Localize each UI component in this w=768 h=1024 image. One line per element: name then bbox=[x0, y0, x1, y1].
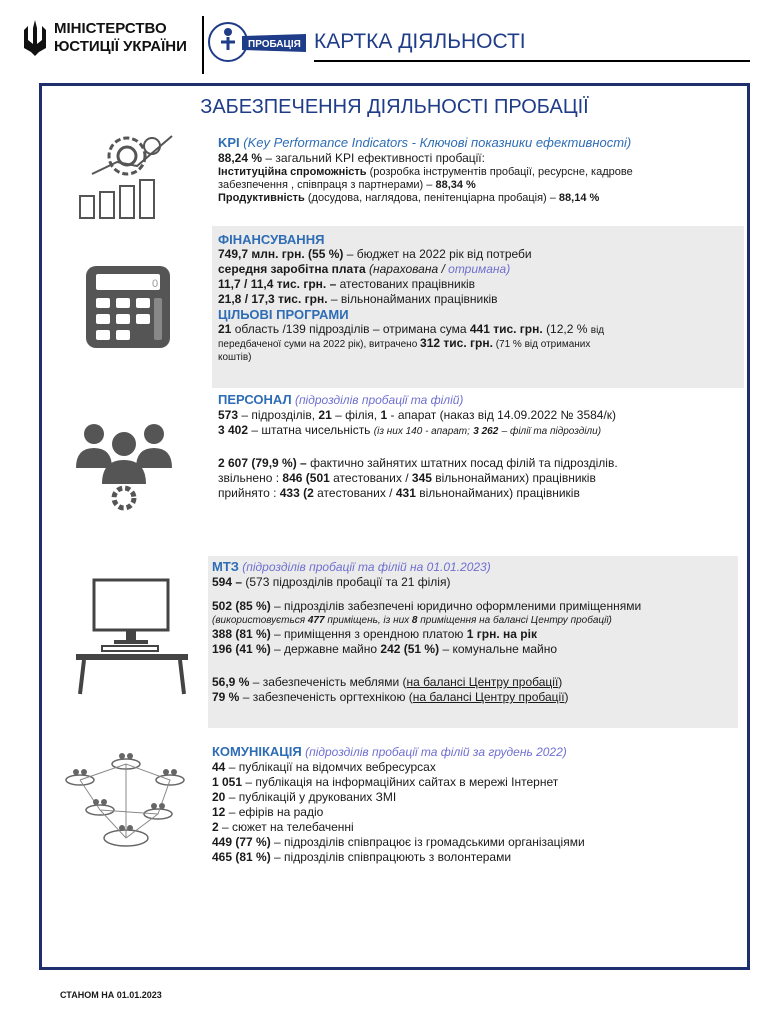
staff-l4-e: вільнонайманих) працівників bbox=[435, 471, 596, 485]
comm-item bbox=[212, 805, 740, 820]
logo-text: ПРОБАЦІЯ bbox=[248, 39, 301, 50]
finance-title: ФІНАНСУВАННЯ bbox=[218, 232, 325, 247]
mtz-l1-b: (573 підрозділів пробації та 21 філія) bbox=[245, 575, 451, 589]
comm-list bbox=[212, 760, 740, 865]
prog-line2-c: (71 % bbox=[495, 339, 522, 350]
mtz-l4-a: 388 (81 %) bbox=[212, 627, 271, 641]
finance-budget-value: 749,7 млн. грн. (55 %) bbox=[218, 247, 344, 261]
header-underline bbox=[314, 60, 750, 62]
prog-b: область /139 bbox=[234, 322, 306, 336]
staff-l5-a: прийнято : bbox=[218, 486, 277, 500]
page-header bbox=[20, 14, 750, 64]
staff-l1-e: 1 bbox=[380, 408, 388, 422]
main-title: ЗАБЕЗПЕЧЕННЯ ДІЯЛЬНОСТІ ПРОБАЦІЇ bbox=[200, 96, 589, 118]
mtz-l2-a: 502 (85 %) bbox=[212, 599, 271, 613]
comm-title-sub: (підрозділів пробації та філій за грудень 2022) bbox=[305, 745, 567, 759]
mtz-l7-b: – забезпеченість оргтехнікою ( bbox=[242, 690, 413, 704]
prog-line2-d: від отриманих bbox=[524, 339, 591, 350]
finance-section bbox=[212, 226, 744, 388]
comm-item-value: 2 bbox=[212, 820, 219, 834]
comm-item-value: 465 (81 %) bbox=[212, 850, 271, 864]
mtz-title: МТЗ bbox=[212, 559, 239, 574]
footer-date-value: 01.01.2023 bbox=[116, 990, 162, 1000]
prog-a: 21 bbox=[218, 322, 232, 336]
mtz-l3-c: приміщень, із них bbox=[327, 615, 410, 626]
staff-l4-b: 846 (501 bbox=[282, 471, 330, 485]
staff-l2-a: 3 402 bbox=[218, 423, 249, 437]
mtz-l5-d: – комунальне майно bbox=[442, 642, 558, 656]
finance-salary-sub-b: отримана) bbox=[448, 262, 511, 276]
finance-salary-label: середня заробітна плата bbox=[218, 262, 366, 276]
prog-f: (12,2 % bbox=[546, 322, 588, 336]
comm-item-text: – підрозділів співпрацюють з волонтерами bbox=[274, 850, 512, 864]
comm-item-text: – публікація на інформаційних сайтах в мережі Інтернет bbox=[245, 775, 559, 789]
comm-item bbox=[212, 820, 740, 835]
staff-l5-d: 431 bbox=[395, 486, 416, 500]
kpi-total-text: – загальний KPI ефективності пробації: bbox=[265, 151, 485, 165]
kpi-inst-text: (розробка інструментів пробації, ресурсне, кадрове bbox=[369, 166, 633, 178]
staff-title-sub: (підрозділів пробації та філій) bbox=[294, 393, 464, 407]
mtz-l5-b: – державне майно bbox=[274, 642, 378, 656]
ministry-line1: МІНІСТЕРСТВО bbox=[54, 20, 167, 37]
communication-section bbox=[212, 744, 740, 865]
comm-item-text: – публікацій у друкованих ЗМІ bbox=[228, 790, 397, 804]
kpi-inst-text2: забезпечення , співпраця з партнерами) – bbox=[218, 179, 433, 191]
mtz-l6-a: 56,9 % bbox=[212, 675, 250, 689]
staff-l4-a: звільнено : bbox=[218, 471, 280, 485]
network-people-icon bbox=[60, 750, 192, 854]
finance-budget-text: – бюджет на 2022 рік від потреби bbox=[346, 247, 532, 261]
finance-row2-text: – вільнонайманих працівників bbox=[330, 292, 498, 306]
mtz-l5-a: 196 (41 %) bbox=[212, 642, 271, 656]
kpi-title-sub: (Key Performance Indicators - Ключові показники ефективності) bbox=[243, 135, 632, 150]
finance-row1-text: атестованих працівників bbox=[339, 277, 476, 291]
mtz-l3-b: 477 bbox=[307, 615, 325, 626]
staff-l1-b: – підрозділів, bbox=[241, 408, 316, 422]
comm-item-value: 449 (77 %) bbox=[212, 835, 271, 849]
prog-line2-b: 312 тис. грн. bbox=[420, 336, 493, 350]
svg-text:0: 0 bbox=[152, 278, 159, 290]
finance-row2-value: 21,8 / 17,3 тис. грн. bbox=[218, 292, 328, 306]
comm-item bbox=[212, 790, 740, 805]
staff-l5-e: вільнонайманих) працівників bbox=[419, 486, 580, 500]
comm-item bbox=[212, 760, 740, 775]
staff-l3-a: 2 607 (79,9 %) – bbox=[218, 456, 307, 470]
staff-l1-a: 573 bbox=[218, 408, 239, 422]
probation-logo-icon bbox=[208, 20, 308, 64]
finance-salary-sub-a: (нарахована / bbox=[369, 262, 445, 276]
mtz-l6-b: – забезпеченість меблями ( bbox=[252, 675, 407, 689]
prog-line3: коштів) bbox=[218, 352, 252, 363]
staff-l4-c: атестованих / bbox=[333, 471, 409, 485]
mtz-l3-e: приміщення на балансі Центру пробації) bbox=[420, 615, 612, 626]
calculator-icon bbox=[82, 264, 174, 350]
kpi-inst-value: 88,34 % bbox=[435, 179, 476, 191]
prog-line2-a: передбаченої суми на 2022 рік), витрачено bbox=[218, 339, 418, 350]
comm-item bbox=[212, 775, 740, 790]
comm-item-text: – ефірів на радіо bbox=[228, 805, 324, 819]
comm-item-text: – сюжет на телебаченні bbox=[222, 820, 354, 834]
trident-icon bbox=[22, 18, 48, 58]
kpi-prod-value: 88,14 % bbox=[558, 192, 600, 204]
kpi-title: KPI bbox=[218, 135, 240, 150]
mtz-section bbox=[208, 556, 738, 728]
staff-l1-d: – філія, bbox=[335, 408, 378, 422]
prog-g: від bbox=[590, 325, 605, 336]
mtz-l1-a: 594 – bbox=[212, 575, 243, 589]
finance-row1-value: 11,7 / 11,4 тис. грн. – bbox=[218, 277, 337, 291]
comm-item bbox=[212, 850, 740, 865]
mtz-l3-d: 8 bbox=[411, 615, 418, 626]
gear-chart-icon bbox=[72, 124, 192, 224]
programs-title: ЦІЛЬОВІ ПРОГРАМИ bbox=[218, 307, 349, 322]
activity-frame bbox=[39, 83, 750, 970]
staff-section bbox=[218, 392, 738, 501]
staff-l5-c: атестованих / bbox=[317, 486, 393, 500]
comm-title: КОМУНІКАЦІЯ bbox=[212, 744, 302, 759]
comm-item-value: 1 051 bbox=[212, 775, 243, 789]
ministry-name bbox=[54, 20, 187, 56]
mtz-l3-a: (використовується bbox=[212, 615, 306, 626]
staff-l2-c: (із них 140 - апарат; bbox=[373, 426, 470, 437]
kpi-prod-text: (досудова, наглядова, пенітенціарна пробація) – bbox=[307, 192, 556, 204]
mtz-l6-c: на балансі Центру пробації bbox=[406, 675, 559, 689]
comm-item bbox=[212, 835, 740, 850]
people-gear-icon bbox=[64, 416, 184, 512]
staff-title: ПЕРСОНАЛ bbox=[218, 392, 292, 407]
staff-l2-b: – штатна чисельність bbox=[251, 423, 371, 437]
staff-l2-e: – філії та підрозділи) bbox=[501, 426, 602, 437]
mtz-l4-c: 1 грн. на рік bbox=[466, 627, 537, 641]
comm-item-text: – публікації на відомчих вебресурсах bbox=[228, 760, 436, 774]
staff-l2-d: 3 262 bbox=[473, 426, 499, 437]
prog-e: 441 тис. грн. bbox=[469, 322, 543, 336]
mtz-l7-a: 79 % bbox=[212, 690, 240, 704]
kpi-prod-label: Продуктивність bbox=[218, 192, 305, 204]
kpi-section bbox=[218, 134, 738, 205]
mtz-l7-d: ) bbox=[564, 690, 569, 704]
comm-item-text: – підрозділів співпрацює із громадськими організаціями bbox=[274, 835, 585, 849]
kpi-inst-label: Інституційна спроможність bbox=[218, 166, 367, 178]
staff-l1-f: - апарат (наказ від 14.09.2022 № 3584/к) bbox=[390, 408, 617, 422]
staff-l1-c: 21 bbox=[318, 408, 332, 422]
mtz-l5-c: 242 (51 %) bbox=[380, 642, 440, 656]
mtz-l6-d: ) bbox=[558, 675, 563, 689]
prog-c: підрозділів – bbox=[309, 322, 380, 336]
comm-item-value: 44 bbox=[212, 760, 226, 774]
header-divider bbox=[202, 16, 204, 74]
mtz-l4-b: – приміщення з орендною платою bbox=[274, 627, 464, 641]
ministry-line2: ЮСТИЦІЇ УКРАЇНИ bbox=[54, 38, 187, 55]
staff-l5-b: 433 (2 bbox=[279, 486, 314, 500]
comm-item-value: 12 bbox=[212, 805, 226, 819]
prog-d: отримана сума bbox=[382, 322, 467, 336]
footer-label: СТАНОМ НА bbox=[60, 990, 115, 1000]
footer-date bbox=[60, 990, 162, 1000]
staff-l4-d: 345 bbox=[411, 471, 432, 485]
desk-computer-icon bbox=[72, 576, 192, 696]
card-title: КАРТКА ДІЯЛЬНОСТІ bbox=[314, 30, 526, 53]
comm-item-value: 20 bbox=[212, 790, 226, 804]
staff-l3-b: фактично зайнятих штатних посад філій та підрозділів. bbox=[310, 456, 618, 470]
mtz-title-sub: (підрозділів пробації та філій на 01.01.2023) bbox=[242, 560, 491, 574]
mtz-l7-c: на балансі Центру пробації bbox=[412, 690, 565, 704]
kpi-total-value: 88,24 % bbox=[218, 151, 263, 165]
mtz-l2-b: – підрозділів забезпечені юридично оформленими приміщеннями bbox=[274, 599, 642, 613]
